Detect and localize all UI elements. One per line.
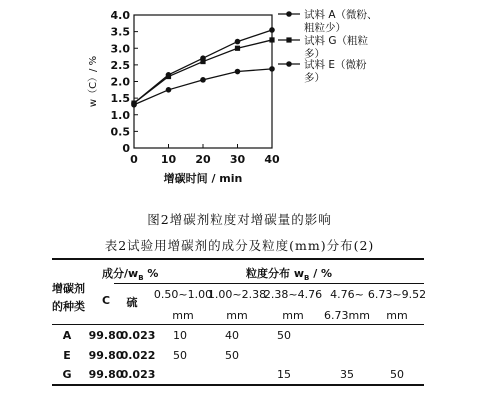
row-g-size-4: 35 [340, 368, 354, 381]
x-tick-label: 40 [264, 153, 280, 166]
y-tick-label: 3.0 [110, 42, 130, 56]
legend-label: 多） [304, 48, 325, 60]
series-point [269, 27, 275, 33]
y-axis-label: w（C）/ % [88, 55, 99, 108]
legend-marker [286, 61, 292, 67]
y-tick-label: 2.0 [110, 75, 130, 89]
row-e-sulfur: 0.022 [120, 349, 156, 362]
size-range-2-line1: 1.00~2.38 [207, 288, 267, 301]
chart-legend [278, 8, 378, 84]
size-range-1-line1: 0.50~1.00 [153, 288, 213, 301]
legend-label: 多） [304, 72, 325, 84]
legend-label: 试料 G（粗粒 [304, 35, 368, 47]
kind-header-line2: 的种类 [52, 300, 85, 313]
size-range-5-line1: 6.73~9.52 [367, 288, 427, 301]
y-tick-label: 2.5 [110, 58, 130, 72]
legend-label: 试料 E（微粉 [304, 59, 367, 71]
size-range-3-line1: 2.38~4.76 [263, 288, 323, 301]
table-bottom-rule [52, 384, 424, 386]
row-a-size-3: 50 [277, 329, 291, 342]
chart-axes [87, 9, 280, 185]
series-point [235, 39, 241, 45]
size-range-5-line2: mm [386, 309, 408, 322]
legend-marker [286, 37, 291, 42]
y-tick-label: 1.5 [110, 92, 130, 106]
series-point [131, 102, 137, 108]
y-tick-label: 0 [122, 142, 130, 155]
size-range-4-line1: 4.76~ [330, 288, 364, 301]
x-axis-label: 增碳时间 / min [163, 172, 243, 185]
row-a-size-1: 10 [173, 329, 187, 342]
size-range-4-line2: 6.73mm [324, 309, 370, 322]
x-tick-label: 30 [229, 153, 246, 166]
series-line [134, 40, 272, 103]
x-tick-label: 20 [195, 153, 211, 166]
series-point [269, 37, 274, 42]
kind-header-line1: 增碳剂 [52, 282, 85, 295]
series-point [235, 46, 240, 51]
legend-label: 粗粒少） [304, 22, 346, 34]
carburization-line-chart [0, 0, 479, 200]
carbon-header: C [101, 294, 111, 307]
row-e-size-1: 50 [173, 349, 187, 362]
legend-marker [286, 11, 292, 17]
table-caption: 表2试验用增碳剂的成分及粒度(mm)分布(2) [104, 238, 375, 253]
y-tick-label: 0.5 [110, 125, 130, 139]
row-a-kind: A [62, 329, 72, 342]
series-point [235, 69, 241, 75]
row-g-sulfur: 0.023 [120, 368, 156, 381]
legend-label: 试料 A（微粉、 [304, 9, 378, 21]
row-a-sulfur: 0.023 [120, 329, 156, 342]
row-a-carbon: 99.80 [88, 329, 124, 342]
x-tick-label: 10 [160, 153, 177, 166]
series-point [200, 59, 205, 64]
y-tick-label: 3.5 [110, 25, 130, 39]
data-table [52, 258, 427, 386]
table-top-rule [52, 258, 424, 260]
sulfur-header: 硫 [126, 296, 138, 309]
y-tick-label: 1.0 [110, 108, 130, 122]
row-e-kind: E [63, 349, 71, 362]
series-line [134, 30, 272, 103]
row-e-size-2: 50 [225, 349, 239, 362]
composition-header: 成分$/w_B$ % [102, 267, 159, 283]
series-point [269, 66, 275, 72]
size-range-2-line2: mm [226, 309, 248, 322]
row-g-carbon: 99.80 [88, 368, 124, 381]
size-range-3-line2: mm [282, 309, 304, 322]
series-point [200, 77, 206, 83]
size-range-1-line2: mm [172, 309, 194, 322]
table-body-rule [52, 324, 424, 325]
row-e-carbon: 99.80 [88, 349, 124, 362]
figure-caption: 图2增碳剂粒度对增碳量的影响 [147, 212, 332, 227]
y-tick-label: 4.0 [110, 9, 130, 22]
series-point [166, 74, 171, 79]
size-distribution-header: 粒度分布 $w_B$ / % [246, 267, 333, 283]
row-g-kind: G [62, 368, 72, 381]
row-a-size-2: 40 [225, 329, 239, 342]
row-g-size-3: 15 [277, 368, 291, 381]
chart-series [131, 27, 275, 107]
x-tick-label: 0 [130, 153, 138, 166]
table-header-rule [114, 283, 424, 284]
row-g-size-5: 50 [390, 368, 404, 381]
series-point [166, 87, 172, 93]
